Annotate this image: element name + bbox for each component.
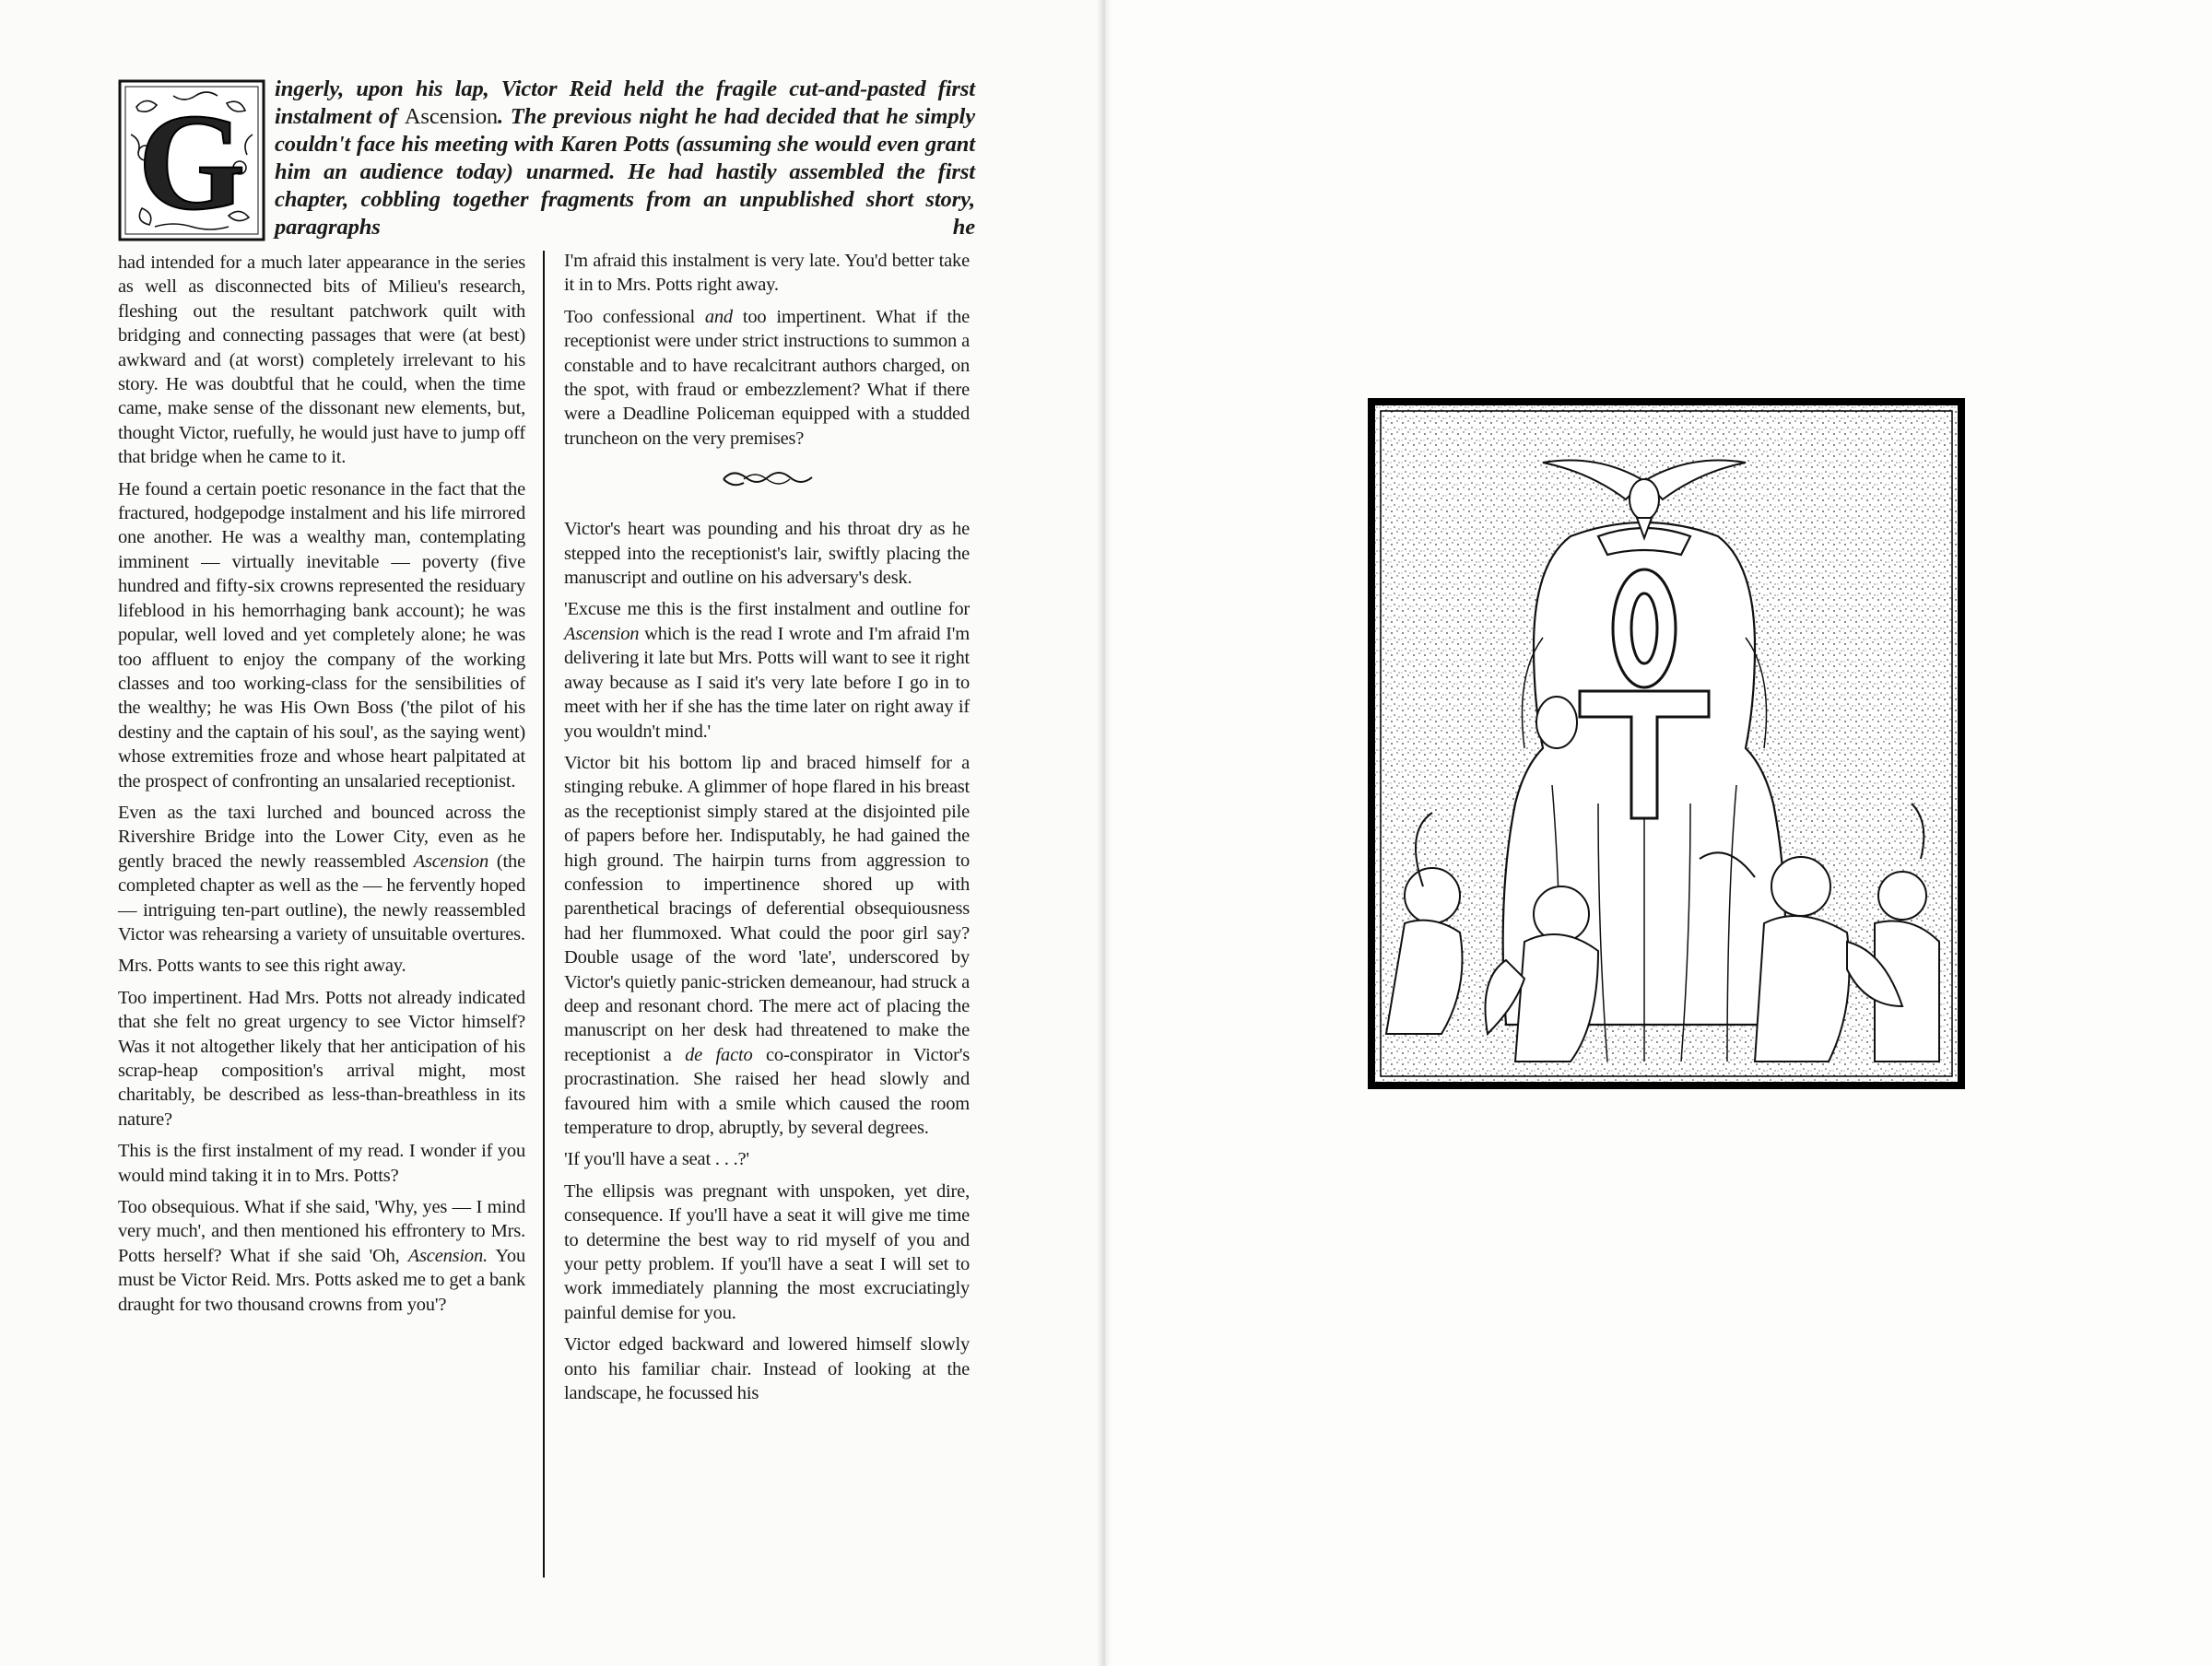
section-break-ornament — [716, 465, 818, 493]
opening-paragraph — [118, 76, 975, 243]
paragraph: 'If you'll have a seat . . .?' — [564, 1149, 749, 1170]
paragraph-part: Too confessional — [564, 306, 705, 327]
book-title: Ascension — [564, 623, 640, 644]
intro-text-part: . The previous night he had decided that he simply couldn't face his meeting with Karen Potts (assuming she would even grant him an audience today) unarmed. He had hastily assembled the first chapter, cobbling together fragments from an unpublished short story, paragraphs he — [275, 104, 975, 240]
statue-illustration — [1368, 398, 1965, 1089]
paragraph-part: Victor bit his bottom lip and braced himself for a stinging rebuke. A glimmer of hope flared in his breast as the receptionist simply stared at the disjointed pile of papers before her. Indisputably, he had gained the high ground. The hairpin turns from aggression to confession to impertinence shored up with parenthetical bracings of deferential obsequiousness had her flummoxed. What could the poor girl say? Double usage of the word 'late', underscored by Victor's quietly panic-stricken demeanour, had struck a deep and resonant chord. The mere act of placing the manuscript on her desk had threatened to make the receptionist a — [564, 752, 970, 1065]
paragraph-part: co-conspirator in Victor's procrastination. She raised her head slowly and favoured him with a smile which caused the room temperature to drop, abruptly, by several degrees. — [564, 1044, 970, 1138]
paragraph — [564, 305, 970, 451]
paragraph-part: too impertinent. What if the receptionist were under strict instructions to summon a constable and to have recalcitrant authors charged, on the spot, with fraud or embezzlement? What if there were a Deadline Policeman equipped with a studded truncheon on the very premises? — [564, 306, 970, 449]
paragraph-part: (the completed chapter as well as the — he fervently hoped — intriguing ten-part outline), the newly reassembled Victor was rehearsing a variety of unsuitable overtures. — [118, 851, 525, 944]
paragraph: Victor edged backward and lowered himself slowly onto his familiar chair. Instead of looking at the landscape, he focussed his — [564, 1334, 970, 1404]
intro-text — [275, 76, 975, 241]
paragraph: had intended for a much later appearance in the series as well as disconnected bits of Milieu's research, fleshing out the resultant patchwork quilt with bridging and connecting passages that were (at best) awkward and (at worst) completely irrelevant to his story. He was doubtful that he could, when the time came, make sense of the dissonant new elements, but, thought Victor, ruefully, he would just have to jump off that bridge when he came to it. — [118, 252, 525, 468]
orb — [1536, 697, 1577, 748]
book-title: Ascension — [413, 851, 489, 872]
book-title: Ascension — [404, 104, 499, 129]
paragraph: This is the first instalment of my read. I wonder if you would mind taking it in to Mrs. Potts? — [118, 1141, 525, 1186]
paragraph — [118, 801, 525, 946]
column-divider — [543, 251, 545, 1578]
paragraph-part: Even as the taxi lurched and bounced across the Rivershire Bridge into the Lower City, even as he gently braced the newly reassembled — [118, 802, 525, 872]
book-title: Ascension. — [407, 1245, 488, 1266]
paragraph-part: You must be Victor Reid. Mrs. Potts asked me to get a bank draught for two thousand crowns from you'? — [118, 1245, 525, 1315]
illuminated-drop-cap — [118, 79, 265, 241]
book-gutter — [1097, 0, 1112, 1666]
paragraph: Mrs. Potts wants to see this right away. — [118, 956, 406, 977]
paragraph-part: Too obsequious. What if she said, 'Why, yes — I mind very much', and then mentioned his effrontery to Mrs. Potts herself? What if she said 'Oh, — [118, 1197, 525, 1266]
text-column-left — [118, 251, 525, 1324]
intro-text-part: ingerly, upon his lap, Victor Reid held the fragile cut-and-pasted first instalment of — [275, 76, 975, 129]
paragraph: The ellipsis was pregnant with unspoken, yet dire, consequence. If you'll have a seat it will give me time to determine the best way to rid myself of you and your petty problem. If you'll have a seat I will set to work immediately planning the most excruciatingly painful demise for you. — [564, 1180, 970, 1323]
paragraph: Too impertinent. Had Mrs. Potts not already indicated that she felt no great urgency to see Victor himself? Was it not altogether likely that her anticipation of his scrap-heap composition's arrival might, most charitably, be described as less-than-breathless in its nature? — [118, 987, 525, 1130]
emphasis: de facto — [685, 1044, 753, 1065]
paragraph-part: which is the read I wrote and I'm afraid I'm delivering it late but Mrs. Potts will want to see it right away because as I said it's very late before I go in to meet with her if she has the time later on right away if you wouldn't mind.' — [564, 623, 970, 742]
paragraph-part: 'Excuse me this is the first instalment and outline for — [564, 599, 970, 620]
paragraph — [564, 597, 970, 743]
text-column-right — [564, 249, 970, 1413]
paragraph — [118, 1195, 525, 1317]
drop-cap-letter: G — [137, 86, 246, 239]
paragraph: I'm afraid this instalment is very late. You'd better take it in to Mrs. Potts right away. — [564, 251, 970, 296]
emphasis: and — [704, 306, 733, 327]
paragraph: He found a certain poetic resonance in the fact that the fractured, hodgepodge instalment and his life mirrored one another. He was a wealthy man, contemplating imminent — virtually inevitable — poverty (five hundred and fifty-six crowns represented the residuary lifeblood in his hemorrhaging bank account); he was popular, well loved and yet completely alone; he was too affluent to enjoy the company of the working classes and too working-class for the sensibilities of the wealthy; he was His Own Boss ('the pilot of his destiny and the captain of his soul', as the saying went) whose extremities froze and whose heart palpitated at the prospect of confronting an unsalaried receptionist. — [118, 478, 525, 792]
paragraph — [564, 751, 970, 1141]
paragraph: Victor's heart was pounding and his throat dry as he stepped into the receptionist's lair, swiftly placing the manuscript and outline on his adversary's desk. — [564, 519, 970, 589]
